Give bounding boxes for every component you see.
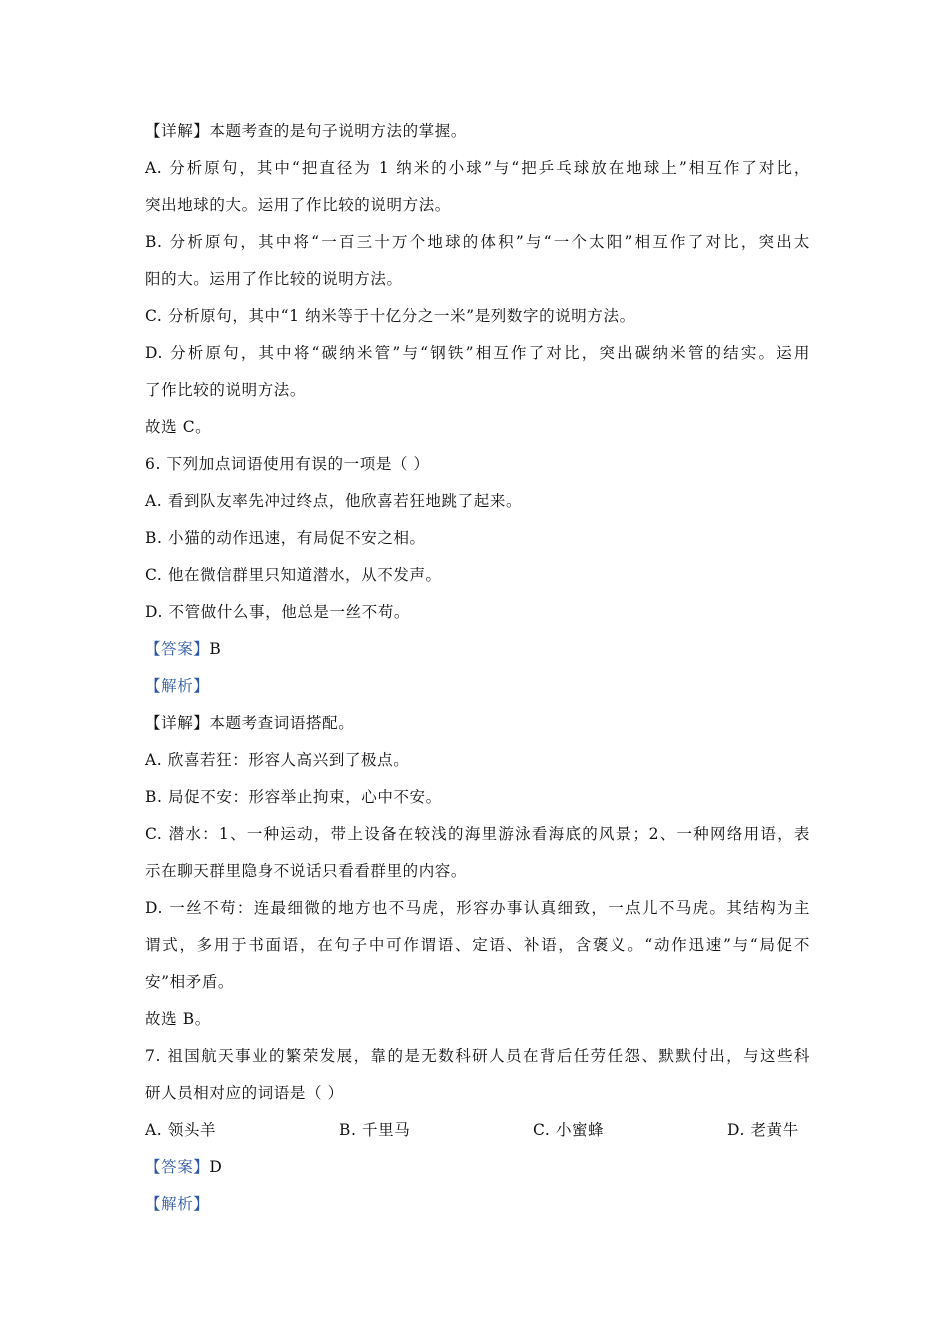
- answer-label: 【答案】: [145, 1158, 210, 1176]
- explanation-option-d: D. 分析原句，其中将“碳纳米管”与“钢铁”相互作了对比，突出碳纳米管的结实。运用: [145, 344, 810, 362]
- conclusion-q6: 故选 B。: [145, 1010, 211, 1028]
- analysis-line-q6: [145, 674, 810, 698]
- question-7-stem-cont: 研人员相对应的词语是（ ）: [145, 1084, 344, 1102]
- definition-d-end: 安”相矛盾。: [145, 973, 235, 991]
- explanation-option-c: C. 分析原句，其中“1 纳米等于十亿分之一米”是列数字的说明方法。: [145, 307, 636, 325]
- definition-a: A. 欣喜若狂：形容人高兴到了极点。: [145, 751, 410, 769]
- analysis-label: 【解析】: [145, 677, 210, 695]
- question-7-stem: 7. 祖国航天事业的繁荣发展，靠的是无数科研人员在背后任劳任怨、默默付出，与这些科: [145, 1047, 810, 1065]
- explanation-option-a: A. 分析原句，其中“把直径为 1 纳米的小球”与“把乒乓球放在地球上”相互作了对比，: [145, 159, 810, 177]
- detail-heading-q5: 【详解】本题考查的是句子说明方法的掌握。: [145, 122, 468, 140]
- explanation-option-a-cont: 突出地球的大。运用了作比较的说明方法。: [145, 196, 451, 214]
- question-6-option-c: C. 他在微信群里只知道潜水，从不发声。: [145, 566, 442, 584]
- answer-line-q7: [145, 1155, 810, 1179]
- question-7-option-c: C. 小蜜蜂: [533, 1121, 605, 1139]
- explanation-option-d-cont: 了作比较的说明方法。: [145, 381, 307, 399]
- conclusion-q5: 故选 C。: [145, 418, 212, 436]
- question-7-option-b: B. 千里马: [339, 1121, 411, 1139]
- definition-b: B. 局促不安：形容举止拘束，心中不安。: [145, 788, 442, 806]
- definition-d-cont: 谓式，多用于书面语，在句子中可作谓语、定语、补语，含褒义。“动作迅速”与“局促不: [145, 936, 810, 954]
- explanation-option-b: B. 分析原句，其中将“一百三十万个地球的体积”与“一个太阳”相互作了对比，突出太: [145, 233, 810, 251]
- question-6-option-d: D. 不管做什么事，他总是一丝不苟。: [145, 603, 411, 621]
- definition-c: C. 潜水：1、一种运动，带上设备在较浅的海里游泳看海底的风景；2、一种网络用语，表: [145, 825, 810, 843]
- question-7-option-d: D. 老黄牛: [727, 1121, 799, 1139]
- question-6-option-b: B. 小猫的动作迅速，有局促不安之相。: [145, 529, 426, 547]
- question-7-option-a: A. 领头羊: [145, 1121, 217, 1139]
- analysis-label: 【解析】: [145, 1195, 210, 1213]
- analysis-line-q7: [145, 1192, 810, 1216]
- question-6-option-a: A. 看到队友率先冲过终点，他欣喜若狂地跳了起来。: [145, 492, 523, 510]
- answer-value: B: [209, 640, 222, 658]
- explanation-option-b-cont: 阳的大。运用了作比较的说明方法。: [145, 270, 403, 288]
- definition-d: D. 一丝不苟：连最细微的地方也不马虎，形容办事认真细致，一点儿不马虎。其结构为主: [145, 899, 810, 917]
- question-6-stem: 6. 下列加点词语使用有误的一项是（ ）: [145, 455, 430, 473]
- answer-value: D: [209, 1158, 223, 1176]
- detail-heading-q6: 【详解】本题考查词语搭配。: [145, 714, 355, 732]
- answer-label: 【答案】: [145, 640, 210, 658]
- answer-line-q6: [145, 637, 810, 661]
- definition-c-cont: 示在聊天群里隐身不说话只看看群里的内容。: [145, 862, 468, 880]
- question-7-options: [145, 1118, 810, 1142]
